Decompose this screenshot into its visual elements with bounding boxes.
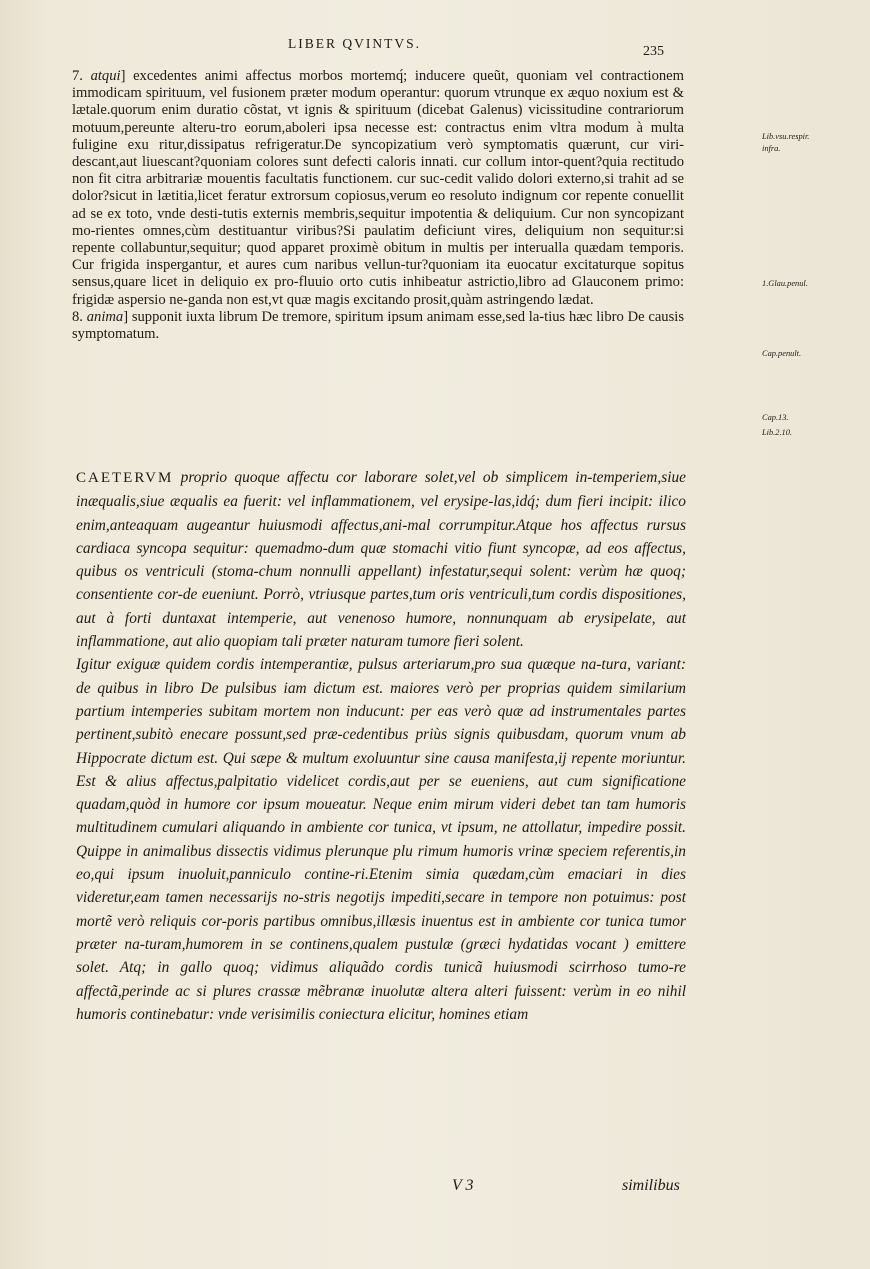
- page-header: [0, 36, 800, 59]
- initial-word: CAETERVM: [76, 470, 174, 486]
- paragraph-text: proprio quoque affectu cor laborare solet,vel ob simplicem in-temperiem,siue inæqualis,siue æqualis ea fuerit: vel inflammationem, vel erysipe-las,idq́; dum fieri incipit: ilico enim,anteaquam augeantur huiusmodi affectus,ani-mal corrumpitur.Atque hos affectus rursus cardiaca syncopa sequitur: quemadmo-dum quæ stomachi vitio fiunt syncopæ, ad eos affectus, quibus os ventriculi (stoma-chum nonnulli appellant) infestatur,sequi solent: verùm hæ quoq; consentiente cor-de eueniunt. Porrò, vtriusque partes,tum oris ventriculi,tum cordis dispositiones, aut à forti duntaxat intemperie, aut venenoso humore, nonnunquam ab erysipelate, aut inflammatione, aut alio quopiam tali præter naturam tumore fieri solent.: [76, 469, 686, 651]
- margin-note: infra.: [762, 144, 781, 153]
- page-number: 235: [643, 44, 664, 59]
- margin-note: Lib.vsu.respir.: [762, 132, 810, 141]
- note-lemma: atqui: [90, 68, 121, 84]
- commentary-block: [72, 68, 810, 437]
- note-text: supponit iuxta librum De tremore, spiritum ipsum animam esse,sed la-tius hæc libro De causis symptomatum.: [72, 308, 685, 343]
- main-paragraph-2: [76, 653, 686, 1026]
- running-title: LIBER QVINTVS.: [288, 36, 421, 51]
- page-footer: [0, 1177, 800, 1201]
- main-text: [76, 466, 686, 1026]
- margin-note: Cap.13.: [762, 413, 789, 422]
- note-lemma: anima: [86, 308, 124, 325]
- paragraph-text: Igitur exiguæ quidem cordis intemperantiæ, pulsus arteriarum,pro sua quæque na-tura, variant: de quibus in libro De pulsibus iam dictum est. maiores verò per proprias quidem similarium partium intemperies subitam mortem non inducunt: per eas verò quæ ad instrumentales partes pertinent,subitò enecare possunt,sed præ-cedentibus priùs signis quibusdam, quorum vnum ab Hippocrate dictum est. Qui sæpe & multum exoluuntur sine causa manifesta,ij repente moriuntur. Est & alius affectus,palpitatio videlicet cordis,aut per se eueniens, aut cum significatione quadam,quòd in humore cor ipsum moueatur. Neque enim mirum videri debet tan tam humoris multitudinem cumulari aliquando in ambiente cor tunica, vt ipsum, ne attollatur, impedire possit. Quippe in animalibus dissectis vidimus plerunque plu rimum humoris vrinæ speciem referentis,in eo,qui ipsum inuoluit,panniculo contine-ri.Etenim simia quædam,cùm emaciari in dies videretur,eam tamen necessarijs no-stris negotijs impediti,secare in tempore non potuimus: post mortẽ verò reliquis cor-poris partibus omnibus,illæsis inuentus est in ambiente cor tunica tumor præter na-turam,humorem in se continens,qualem pustulæ (græci hydatidas vocant ) emittere solet. Atq; in gallo quoq; vidimus aliquãdo cordis tunicã huiusmodi scirrhoso tumo-re affectã,perinde ac si plures crassæ mẽbranæ inuolutæ altera alteri fuissent: verùm in eo nihil humoris continebatur: vnde verisimilis coniectura elicitur, homines etiam: [76, 656, 686, 1023]
- commentary-note-8: 8. anima] supponit iuxta librum De tremore, spiritum ipsum animam esse,sed la-tius hæc libro De causis symptomatum.: [72, 308, 685, 343]
- catchword: similibus: [622, 1177, 680, 1194]
- note-number: 8.: [72, 308, 83, 325]
- margin-note: Lib.2.10.: [762, 428, 793, 437]
- signature-mark: V 3: [452, 1177, 474, 1194]
- note-text: excedentes animi affectus morbos mortemq́; inducere queũt, quoniam vel contractionem immodicam spirituum, vel fusionem præter modum operantur: quorum vtrunque ex æquo noxium est & lætale.quorum enim duratio cõstat, vt ignis & spirituum (dicebat Galenus) vicissitudine contrariorum motuum,pereunte alteru-tro eorum,aboleri ipsa necesse est: contractus enim vltra modum à multa fuligine exu ritur,dissipatus refrigeratur.De syncopizatium verò symptomatis quærunt, cur viri-descant,aut liuescant?quoniam colores sunt defecti caloris innati. cur collum intor-quent?quia rectitudo non fit citra arbitrariæ mouentis facultatis functionem. cur suc-cedit valido dolori externo,si trahit ad se dolor?sicut in lætitia,licet feratur extrorsum copiosus,verum eo resoluto indignum cor repente conuellit ad se ex toto, vnde desti-tutis externis membris,sequitur impotentia & deliquium. Cur non syncopizant mo-rientes omnes,cùm destituantur viribus?Si paulatim deficiunt vires, deliquium non sequitur:si repente collabuntur,sequitur; quod apparet proximè obitum in multis per interualla quædam temporis. Cur frigida inspergantur, et aures cum naribus vellun-tur?quoniam ita euocatur excitaturque sopitus sensus,quare licet in deliquio ex pro-fluuio orto cutis inhibeatur astrictio,libro ad Glauconem primo: frigidæ aspersio ne-ganda non est,vt quæ magis excitando prosit,quàm astringendo lædat.: [72, 68, 684, 308]
- margin-note: 1.Glau.penul.: [762, 279, 808, 288]
- note-number: 7.: [72, 68, 83, 84]
- commentary-note-7: 7. atqui] excedentes animi affectus morbos mortemq́; inducere queũt, quoniam vel contractionem immodicam spirituum, vel fusionem præter modum operantur: quorum vtrunque ex æquo noxium est & lætale.quorum enim duratio cõstat, vt ignis & spirituum (dicebat Galenus) vicissitudine contrariorum motuum,pereunte alteru-tro eorum,aboleri ipsa necesse est: contractus enim vltra modum à multa fuligine exu ritur,dissipatus refrigeratur.De syncopizatium verò symptomatis quærunt, cur viri-descant,aut liuescant?quoniam colores sunt defecti caloris innati. cur collum intor-quent?quia rectitudo non fit citra arbitrariæ mouentis facultatis functionem. cur suc-cedit valido dolori externo,si trahit ad se dolor?sicut in lætitia,licet feratur extrorsum copiosus,verum eo resoluto indignum cor repente conuellit ad se ex toto, vnde desti-tutis externis membris,sequitur impotentia & deliquium. Cur non syncopizant mo-rientes omnes,cùm destituantur viribus?Si paulatim deficiunt vires, deliquium non sequitur:si repente collabuntur,sequitur; quod apparet proximè obitum in multis per interualla quædam temporis. Cur frigida inspergantur, et aures cum naribus vellun-tur?quoniam ita euocatur excitaturque sopitus sensus,quare licet in deliquio ex pro-fluuio orto cutis inhibeatur astrictio,libro ad Glauconem primo: frigidæ aspersio ne-ganda non est,vt quæ magis excitando prosit,quàm astringendo lædat.: [72, 68, 684, 308]
- main-paragraph-1: [76, 466, 686, 653]
- margin-note: Cap.penult.: [762, 349, 802, 358]
